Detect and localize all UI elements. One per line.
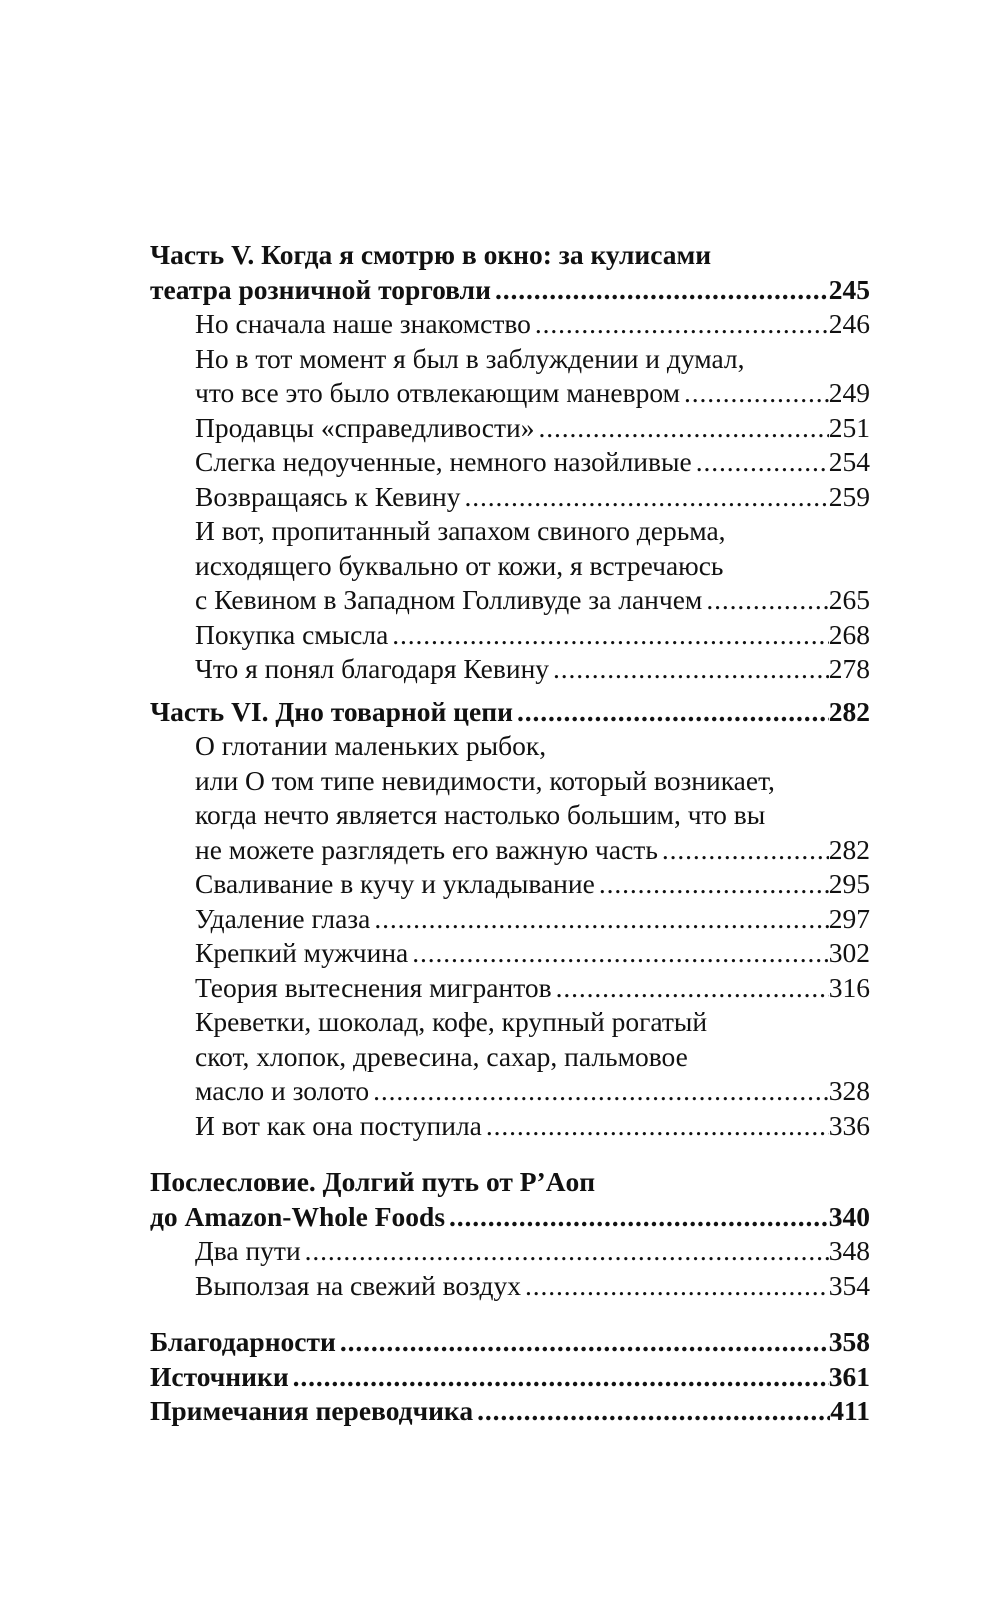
page-number: 249: [828, 377, 870, 408]
section-title-line: театра розничной торговли: [150, 273, 491, 305]
dot-leader: [595, 867, 829, 902]
page-number: 354: [828, 1269, 870, 1301]
page-number: 328: [828, 1075, 870, 1106]
toc-entry[interactable]: [150, 1200, 870, 1235]
toc-entry[interactable]: [150, 971, 870, 1006]
spacer: [150, 687, 870, 695]
dot-leader: [336, 1325, 829, 1360]
entry-label: что все это было отвлекающим маневром: [195, 377, 680, 408]
toc-entry[interactable]: [150, 583, 870, 618]
toc-entry[interactable]: [150, 411, 870, 446]
entry-label: И вот, пропитанный запахом свиного дерьма,: [195, 515, 726, 546]
entry-label: Два пути: [195, 1235, 301, 1266]
entry-label: Но в тот момент я был в заблуждении и думал,: [195, 342, 745, 374]
page-number: 268: [828, 618, 870, 650]
entry-label: когда нечто является настолько большим, что вы: [195, 799, 766, 830]
page-number: 361: [828, 1360, 870, 1392]
entry-label: Примечания переводчика: [150, 1395, 474, 1426]
table-of-contents: [150, 238, 870, 1429]
page-number: 411: [830, 1395, 870, 1426]
dot-leader: [491, 273, 829, 308]
dot-leader: [370, 902, 828, 937]
toc-section-part5: [150, 238, 870, 687]
page-number: 295: [828, 868, 870, 899]
entry-label: Теория вытеснения мигрантов: [195, 971, 552, 1003]
toc-entry[interactable]: [150, 618, 870, 653]
entry-label: Удаление глаза: [195, 902, 371, 934]
page-number: 246: [828, 308, 870, 339]
entry-line: [150, 729, 870, 764]
page-number: 316: [828, 971, 870, 1003]
page-number: 254: [828, 446, 870, 477]
entry-line: [150, 514, 870, 549]
entry-label: Покупка смысла: [195, 618, 389, 650]
toc-entry[interactable]: [150, 480, 870, 515]
page-number: 251: [828, 411, 870, 443]
dot-leader: [482, 1109, 829, 1144]
dot-leader: [301, 1234, 829, 1269]
entry-label: с Кевином в Западном Голливуде за ланчем: [195, 584, 703, 615]
entry-label: Слегка недоученные, немного назойливые: [195, 446, 692, 477]
toc-entry[interactable]: [150, 695, 870, 730]
entry-line: [150, 342, 870, 377]
section-title: [150, 1165, 870, 1200]
toc-entry[interactable]: [150, 867, 870, 902]
entry-line: [150, 1040, 870, 1075]
dot-leader: [702, 583, 828, 618]
page-number: 265: [828, 584, 870, 615]
entry-label: Сваливание в кучу и укладывание: [195, 868, 595, 899]
dot-leader: [680, 376, 829, 411]
dot-leader: [460, 480, 828, 515]
dot-leader: [289, 1360, 829, 1395]
page-number: 259: [828, 480, 870, 512]
section-title-line: до Amazon-Whole Foods: [150, 1200, 446, 1232]
dot-leader: [388, 618, 828, 653]
entry-label: Креветки, шоколад, кофе, крупный рогатый: [195, 1006, 708, 1037]
page-number: 336: [828, 1109, 870, 1141]
entry-label: Возвращаясь к Кевину: [195, 480, 461, 512]
section-title-line: Послесловие. Долгий путь от P’Aоп: [150, 1166, 596, 1197]
entry-label: Крепкий мужчина: [195, 937, 409, 968]
entry-label: Но сначала наше знакомство: [195, 308, 531, 339]
entry-label: исходящего буквально от кожи, я встречаюсь: [195, 549, 724, 581]
page-number: 278: [828, 653, 870, 684]
toc-entry[interactable]: [150, 833, 870, 868]
dot-leader: [552, 971, 829, 1006]
toc-entry[interactable]: [150, 1074, 870, 1109]
page-number: 358: [828, 1326, 870, 1357]
toc-entry[interactable]: [150, 652, 870, 687]
entry-label: не можете разглядеть его важную часть: [195, 833, 658, 865]
toc-entry[interactable]: [150, 445, 870, 480]
page-number: 348: [828, 1235, 870, 1266]
entry-label: Продавцы «справедливости»: [195, 411, 535, 443]
toc-entry[interactable]: [150, 1360, 870, 1395]
dot-leader: [408, 936, 828, 971]
page-number: 245: [828, 273, 870, 305]
spacer: [150, 1143, 870, 1165]
toc-entry[interactable]: [150, 1234, 870, 1269]
entry-label: или О том типе невидимости, который возникает,: [195, 764, 775, 796]
toc-section-end-matter: [150, 1325, 870, 1429]
page-number: 340: [828, 1200, 870, 1232]
dot-leader: [369, 1074, 829, 1109]
section-title: [150, 238, 870, 273]
dot-leader: [513, 695, 829, 730]
entry-label: скот, хлопок, древесина, сахар, пальмовое: [195, 1040, 688, 1072]
entry-label: Что я понял благодаря Кевину: [195, 653, 550, 684]
dot-leader: [445, 1200, 829, 1235]
toc-entry[interactable]: [150, 1109, 870, 1144]
entry-label: О глотании маленьких рыбок,: [195, 730, 547, 761]
toc-entry[interactable]: [150, 273, 870, 308]
entry-line: [150, 549, 870, 584]
toc-section-afterword: [150, 1165, 870, 1303]
entry-label: И вот как она поступила: [195, 1109, 482, 1141]
toc-section-part6: [150, 695, 870, 1144]
page-number: 297: [828, 902, 870, 934]
entry-label: Источники: [150, 1360, 289, 1392]
dot-leader: [521, 1269, 829, 1304]
dot-leader: [692, 445, 829, 480]
toc-entry[interactable]: [150, 1325, 870, 1360]
dot-leader: [658, 833, 829, 868]
entry-label: Благодарности: [150, 1326, 336, 1357]
page-number: 282: [828, 695, 870, 727]
toc-entry[interactable]: [150, 1394, 870, 1429]
entry-line: [150, 798, 870, 833]
entry-label: Выползая на свежий воздух: [195, 1269, 521, 1301]
entry-line: [150, 764, 870, 799]
toc-entry[interactable]: [150, 307, 870, 342]
entry-line: [150, 1005, 870, 1040]
spacer: [150, 1303, 870, 1325]
dot-leader: [549, 652, 829, 687]
dot-leader: [473, 1394, 830, 1429]
section-title-line: Часть V. Когда я смотрю в окно: за кулисами: [150, 239, 712, 270]
dot-leader: [531, 307, 829, 342]
toc-entry[interactable]: [150, 902, 870, 937]
toc-entry[interactable]: [150, 936, 870, 971]
page-number: 302: [828, 937, 870, 968]
page-number: 282: [828, 833, 870, 865]
toc-entry[interactable]: [150, 376, 870, 411]
toc-entry[interactable]: [150, 1269, 870, 1304]
entry-label: масло и золото: [195, 1075, 370, 1106]
dot-leader: [534, 411, 828, 446]
section-title-line: Часть VI. Дно товарной цепи: [150, 695, 513, 727]
